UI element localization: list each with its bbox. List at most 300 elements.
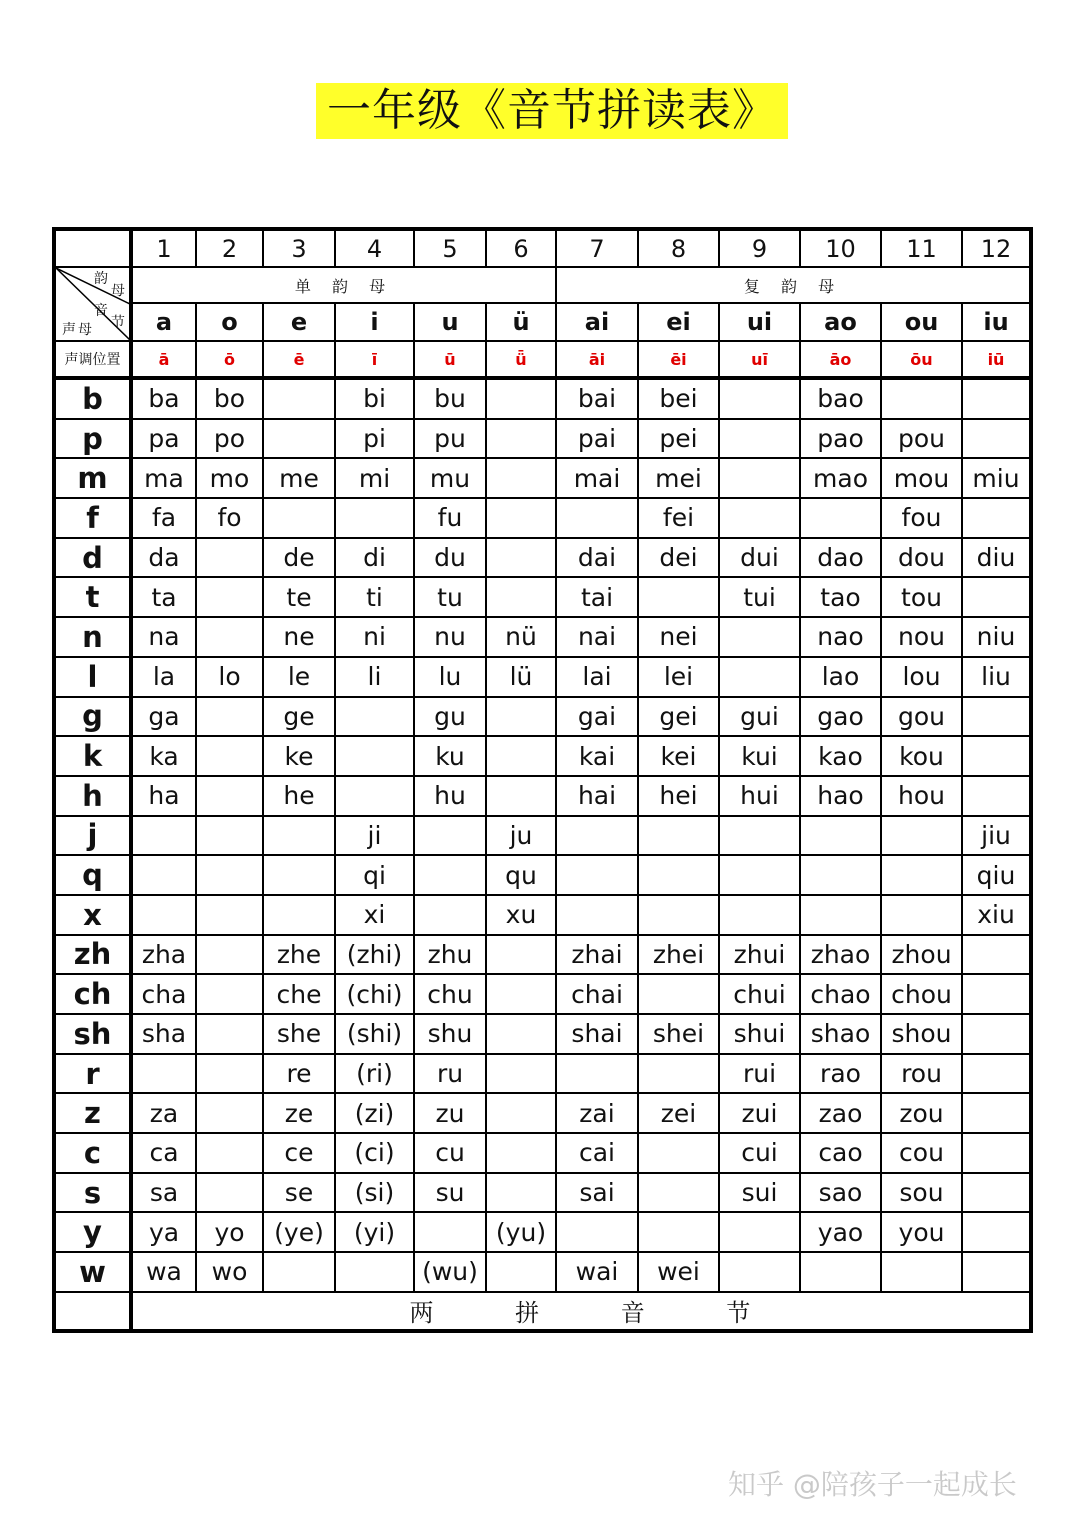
syllable-cell: rou <box>881 1054 962 1094</box>
syllable-cell: fei <box>638 498 719 538</box>
syllable-cell: tui <box>719 577 800 617</box>
syllable-cell <box>638 855 719 895</box>
syllable-cell: che <box>263 974 335 1014</box>
syllable-cell: za <box>131 1093 196 1133</box>
corner-char-jie: 节 <box>111 315 125 331</box>
syllable-cell: tu <box>414 577 486 617</box>
syllable-cell <box>486 538 556 578</box>
syllable-cell: ka <box>131 736 196 776</box>
syllable-cell: pu <box>414 419 486 459</box>
table-row <box>54 776 1031 816</box>
syllable-cell: mao <box>800 458 881 498</box>
corner-char-sheng: 声 <box>62 322 76 338</box>
syllable-cell: shou <box>881 1014 962 1054</box>
initial-cell: s <box>54 1173 131 1213</box>
syllable-cell: zhe <box>263 935 335 975</box>
syllable-cell: hai <box>556 776 638 816</box>
syllable-cell <box>196 974 263 1014</box>
syllable-cell: (zi) <box>335 1093 414 1133</box>
syllable-cell <box>962 1054 1031 1094</box>
syllable-cell: zui <box>719 1093 800 1133</box>
syllable-cell <box>131 816 196 856</box>
syllable-cell <box>800 855 881 895</box>
syllable-cell: shai <box>556 1014 638 1054</box>
syllable-cell: mou <box>881 458 962 498</box>
syllable-cell <box>335 736 414 776</box>
syllable-cell: mi <box>335 458 414 498</box>
syllable-cell: chui <box>719 974 800 1014</box>
syllable-cell <box>962 1133 1031 1173</box>
table-row <box>54 736 1031 776</box>
column-number: 2 <box>196 229 263 267</box>
syllable-cell: pa <box>131 419 196 459</box>
initial-cell: b <box>54 378 131 419</box>
column-number: 11 <box>881 229 962 267</box>
syllable-cell: chai <box>556 974 638 1014</box>
tone-mark: uī <box>719 341 800 378</box>
syllable-cell: (chi) <box>335 974 414 1014</box>
syllable-cell <box>719 816 800 856</box>
syllable-cell: (yi) <box>335 1212 414 1252</box>
syllable-cell <box>196 538 263 578</box>
syllable-cell: mo <box>196 458 263 498</box>
final-header: i <box>335 303 414 341</box>
category-row <box>54 267 1031 303</box>
syllable-cell: zhao <box>800 935 881 975</box>
syllable-cell: zai <box>556 1093 638 1133</box>
syllable-cell <box>263 1252 335 1292</box>
syllable-cell: gai <box>556 697 638 737</box>
syllable-cell: (ci) <box>335 1133 414 1173</box>
syllable-cell: sao <box>800 1173 881 1213</box>
syllable-cell: tou <box>881 577 962 617</box>
syllable-cell: pi <box>335 419 414 459</box>
syllable-cell: re <box>263 1054 335 1094</box>
syllable-cell: ze <box>263 1093 335 1133</box>
syllable-cell: hei <box>638 776 719 816</box>
syllable-cell: bi <box>335 378 414 419</box>
syllable-cell <box>196 1014 263 1054</box>
syllable-cell <box>719 419 800 459</box>
syllable-cell: cao <box>800 1133 881 1173</box>
syllable-cell: di <box>335 538 414 578</box>
syllable-cell: rui <box>719 1054 800 1094</box>
syllable-cell: chao <box>800 974 881 1014</box>
syllable-cell: mei <box>638 458 719 498</box>
syllable-cell: cai <box>556 1133 638 1173</box>
blank-header-cell <box>54 229 131 267</box>
syllable-cell <box>196 1133 263 1173</box>
syllable-cell: gou <box>881 697 962 737</box>
syllable-cell <box>638 1133 719 1173</box>
syllable-cell: qi <box>335 855 414 895</box>
initial-cell: ch <box>54 974 131 1014</box>
syllable-cell <box>196 895 263 935</box>
syllable-cell <box>881 1252 962 1292</box>
syllable-cell: he <box>263 776 335 816</box>
final-header: o <box>196 303 263 341</box>
syllable-cell <box>486 1252 556 1292</box>
syllable-cell: su <box>414 1173 486 1213</box>
syllable-cell: cha <box>131 974 196 1014</box>
syllable-cell <box>881 378 962 419</box>
syllable-cell: shui <box>719 1014 800 1054</box>
syllable-cell <box>486 419 556 459</box>
syllable-cell <box>335 697 414 737</box>
syllable-cell: gu <box>414 697 486 737</box>
column-number: 9 <box>719 229 800 267</box>
syllable-cell: sa <box>131 1173 196 1213</box>
initial-cell: l <box>54 657 131 697</box>
syllable-cell <box>556 1212 638 1252</box>
finals-row <box>54 303 1031 341</box>
compound-finals-label: 复 韵 母 <box>556 267 1031 303</box>
syllable-cell: hui <box>719 776 800 816</box>
syllable-cell <box>719 378 800 419</box>
syllable-cell: dao <box>800 538 881 578</box>
syllable-cell: bao <box>800 378 881 419</box>
corner-char-mu: 母 <box>111 283 125 299</box>
syllable-cell: sou <box>881 1173 962 1213</box>
initial-cell: n <box>54 617 131 657</box>
syllable-cell <box>196 816 263 856</box>
syllable-cell: mu <box>414 458 486 498</box>
syllable-cell: chou <box>881 974 962 1014</box>
syllable-cell: ku <box>414 736 486 776</box>
tone-mark: ē <box>263 341 335 378</box>
syllable-cell: ju <box>486 816 556 856</box>
syllable-cell: lü <box>486 657 556 697</box>
syllable-cell <box>196 697 263 737</box>
syllable-cell: dui <box>719 538 800 578</box>
syllable-cell <box>414 816 486 856</box>
syllable-cell <box>335 1252 414 1292</box>
syllable-cell <box>263 816 335 856</box>
syllable-cell: wei <box>638 1252 719 1292</box>
syllable-cell: (ye) <box>263 1212 335 1252</box>
column-number-row <box>54 229 1031 267</box>
syllable-cell <box>962 736 1031 776</box>
syllable-cell <box>196 855 263 895</box>
syllable-cell: hao <box>800 776 881 816</box>
syllable-cell: sui <box>719 1173 800 1213</box>
syllable-cell <box>196 1093 263 1133</box>
syllable-cell: nu <box>414 617 486 657</box>
syllable-cell: hou <box>881 776 962 816</box>
syllable-cell: xiu <box>962 895 1031 935</box>
syllable-cell: ke <box>263 736 335 776</box>
initial-cell: p <box>54 419 131 459</box>
syllable-cell: gei <box>638 697 719 737</box>
syllable-cell: lai <box>556 657 638 697</box>
syllable-cell <box>556 816 638 856</box>
syllable-cell <box>962 1093 1031 1133</box>
syllable-cell <box>800 816 881 856</box>
syllable-cell <box>962 1212 1031 1252</box>
syllable-cell: she <box>263 1014 335 1054</box>
syllable-cell: miu <box>962 458 1031 498</box>
syllable-cell: tai <box>556 577 638 617</box>
syllable-cell <box>881 895 962 935</box>
syllable-cell <box>486 577 556 617</box>
syllable-cell <box>962 1014 1031 1054</box>
syllable-cell <box>486 1014 556 1054</box>
table-row <box>54 1093 1031 1133</box>
syllable-cell <box>719 855 800 895</box>
syllable-cell <box>719 617 800 657</box>
syllable-cell: kao <box>800 736 881 776</box>
syllable-cell: me <box>263 458 335 498</box>
syllable-cell: kou <box>881 736 962 776</box>
syllable-cell: zao <box>800 1093 881 1133</box>
syllable-cell <box>962 1252 1031 1292</box>
footer-blank-cell <box>54 1292 131 1331</box>
syllable-cell: (wu) <box>414 1252 486 1292</box>
syllable-cell: kai <box>556 736 638 776</box>
syllable-cell: te <box>263 577 335 617</box>
syllable-cell: fu <box>414 498 486 538</box>
syllable-cell: kei <box>638 736 719 776</box>
footer-label: 两 拼 音 节 <box>131 1292 1031 1331</box>
initial-cell: j <box>54 816 131 856</box>
syllable-cell: nao <box>800 617 881 657</box>
syllable-cell <box>263 895 335 935</box>
table-row <box>54 1252 1031 1292</box>
syllable-cell <box>335 776 414 816</box>
syllable-cell: xi <box>335 895 414 935</box>
syllable-cell: wa <box>131 1252 196 1292</box>
tone-mark: ēi <box>638 341 719 378</box>
tone-mark: iū <box>962 341 1031 378</box>
syllable-cell: ne <box>263 617 335 657</box>
syllable-cell: lei <box>638 657 719 697</box>
table-row <box>54 617 1031 657</box>
syllable-cell: zou <box>881 1093 962 1133</box>
table-row <box>54 1014 1031 1054</box>
syllable-cell: shu <box>414 1014 486 1054</box>
footer-row <box>54 1292 1031 1331</box>
syllable-cell: ta <box>131 577 196 617</box>
table-row <box>54 498 1031 538</box>
tone-mark: āi <box>556 341 638 378</box>
table-row <box>54 1212 1031 1252</box>
syllable-cell: chu <box>414 974 486 1014</box>
syllable-cell: zhu <box>414 935 486 975</box>
syllable-cell: sai <box>556 1173 638 1213</box>
initial-cell: sh <box>54 1014 131 1054</box>
syllable-cell: mai <box>556 458 638 498</box>
syllable-cell <box>414 895 486 935</box>
syllable-cell <box>719 895 800 935</box>
column-number: 4 <box>335 229 414 267</box>
syllable-cell <box>638 1212 719 1252</box>
syllable-cell <box>486 974 556 1014</box>
syllable-cell <box>962 935 1031 975</box>
syllable-cell: fo <box>196 498 263 538</box>
syllable-cell: nou <box>881 617 962 657</box>
tone-mark: āo <box>800 341 881 378</box>
syllable-cell: pou <box>881 419 962 459</box>
syllable-cell: xu <box>486 895 556 935</box>
syllable-cell <box>962 498 1031 538</box>
column-number: 8 <box>638 229 719 267</box>
syllable-cell <box>486 1093 556 1133</box>
syllable-cell <box>638 895 719 935</box>
syllable-cell <box>962 378 1031 419</box>
syllable-cell <box>263 498 335 538</box>
table-row <box>54 458 1031 498</box>
syllable-cell <box>638 974 719 1014</box>
syllable-cell <box>196 935 263 975</box>
syllable-cell: (shi) <box>335 1014 414 1054</box>
table-row <box>54 538 1031 578</box>
syllable-cell <box>414 1212 486 1252</box>
initial-cell: f <box>54 498 131 538</box>
page-title: 一年级《音节拼读表》 <box>316 83 788 139</box>
syllable-cell: da <box>131 538 196 578</box>
syllable-cell: zha <box>131 935 196 975</box>
syllable-cell <box>486 1054 556 1094</box>
syllable-cell: lou <box>881 657 962 697</box>
initial-cell: m <box>54 458 131 498</box>
syllable-cell: ru <box>414 1054 486 1094</box>
syllable-cell <box>131 855 196 895</box>
syllable-cell: cu <box>414 1133 486 1173</box>
table-row <box>54 1173 1031 1213</box>
final-header: u <box>414 303 486 341</box>
column-number: 7 <box>556 229 638 267</box>
syllable-cell <box>263 378 335 419</box>
syllable-cell: ti <box>335 577 414 617</box>
syllable-cell: you <box>881 1212 962 1252</box>
syllable-cell: cou <box>881 1133 962 1173</box>
watermark: 知乎 @陪孩子一起成长 <box>728 1468 1017 1501</box>
tone-mark: ā <box>131 341 196 378</box>
syllable-cell <box>962 974 1031 1014</box>
tone-position-label: 声调位置 <box>54 341 131 378</box>
corner-char-yin: 音 <box>94 303 108 319</box>
syllable-cell: nai <box>556 617 638 657</box>
syllable-cell <box>638 1173 719 1213</box>
syllable-cell <box>131 1054 196 1094</box>
syllable-cell: niu <box>962 617 1031 657</box>
syllable-cell <box>962 577 1031 617</box>
syllable-cell: wo <box>196 1252 263 1292</box>
table-row <box>54 657 1031 697</box>
column-number: 12 <box>962 229 1031 267</box>
syllable-cell: diu <box>962 538 1031 578</box>
syllable-cell: zhai <box>556 935 638 975</box>
syllable-cell: shao <box>800 1014 881 1054</box>
tone-position-row <box>54 341 1031 378</box>
syllable-cell: dai <box>556 538 638 578</box>
syllable-cell: ga <box>131 697 196 737</box>
column-number: 6 <box>486 229 556 267</box>
table-row <box>54 816 1031 856</box>
syllable-cell <box>881 855 962 895</box>
syllable-cell <box>196 617 263 657</box>
initial-cell: k <box>54 736 131 776</box>
syllable-cell: ba <box>131 378 196 419</box>
table-row <box>54 1054 1031 1094</box>
syllable-cell <box>263 419 335 459</box>
syllable-cell: ge <box>263 697 335 737</box>
table-row <box>54 577 1031 617</box>
syllable-cell <box>881 816 962 856</box>
syllable-cell: nü <box>486 617 556 657</box>
syllable-cell <box>486 1173 556 1213</box>
syllable-cell: jiu <box>962 816 1031 856</box>
table-row <box>54 1133 1031 1173</box>
final-header: ao <box>800 303 881 341</box>
syllable-cell: ji <box>335 816 414 856</box>
syllable-cell: zhou <box>881 935 962 975</box>
syllable-cell: fou <box>881 498 962 538</box>
syllable-cell <box>196 577 263 617</box>
syllable-cell <box>638 1054 719 1094</box>
initial-cell: g <box>54 697 131 737</box>
syllable-cell <box>556 1054 638 1094</box>
syllable-cell: (zhi) <box>335 935 414 975</box>
syllable-cell <box>486 378 556 419</box>
syllable-cell: zu <box>414 1093 486 1133</box>
table-row <box>54 855 1031 895</box>
final-header: ü <box>486 303 556 341</box>
syllable-cell <box>486 736 556 776</box>
initial-cell: zh <box>54 935 131 975</box>
initial-cell: d <box>54 538 131 578</box>
syllable-cell: lao <box>800 657 881 697</box>
syllable-cell: ca <box>131 1133 196 1173</box>
syllable-cell <box>962 697 1031 737</box>
syllable-cell: na <box>131 617 196 657</box>
syllable-cell: ce <box>263 1133 335 1173</box>
syllable-cell <box>556 855 638 895</box>
initial-cell: r <box>54 1054 131 1094</box>
syllable-cell <box>962 1173 1031 1213</box>
corner-header-cell <box>54 267 131 341</box>
syllable-cell: shei <box>638 1014 719 1054</box>
syllable-cell: gui <box>719 697 800 737</box>
syllable-cell: ni <box>335 617 414 657</box>
table-row <box>54 378 1031 419</box>
initial-cell: h <box>54 776 131 816</box>
syllable-cell: pao <box>800 419 881 459</box>
simple-finals-label: 单 韵 母 <box>131 267 556 303</box>
column-number: 10 <box>800 229 881 267</box>
syllable-cell <box>486 776 556 816</box>
syllable-cell: zhei <box>638 935 719 975</box>
syllable-cell: liu <box>962 657 1031 697</box>
syllable-cell <box>962 419 1031 459</box>
table-row <box>54 974 1031 1014</box>
syllable-cell: nei <box>638 617 719 657</box>
syllable-cell <box>414 855 486 895</box>
syllable-cell <box>486 498 556 538</box>
syllable-cell: (yu) <box>486 1212 556 1252</box>
syllable-cell <box>800 498 881 538</box>
syllable-cell: tao <box>800 577 881 617</box>
syllable-cell: cui <box>719 1133 800 1173</box>
syllable-cell: wai <box>556 1252 638 1292</box>
syllable-cell <box>719 1212 800 1252</box>
syllable-cell <box>556 498 638 538</box>
syllable-cell: (ri) <box>335 1054 414 1094</box>
column-number: 3 <box>263 229 335 267</box>
syllable-cell: zhui <box>719 935 800 975</box>
syllable-cell: ya <box>131 1212 196 1252</box>
syllable-cell <box>719 498 800 538</box>
